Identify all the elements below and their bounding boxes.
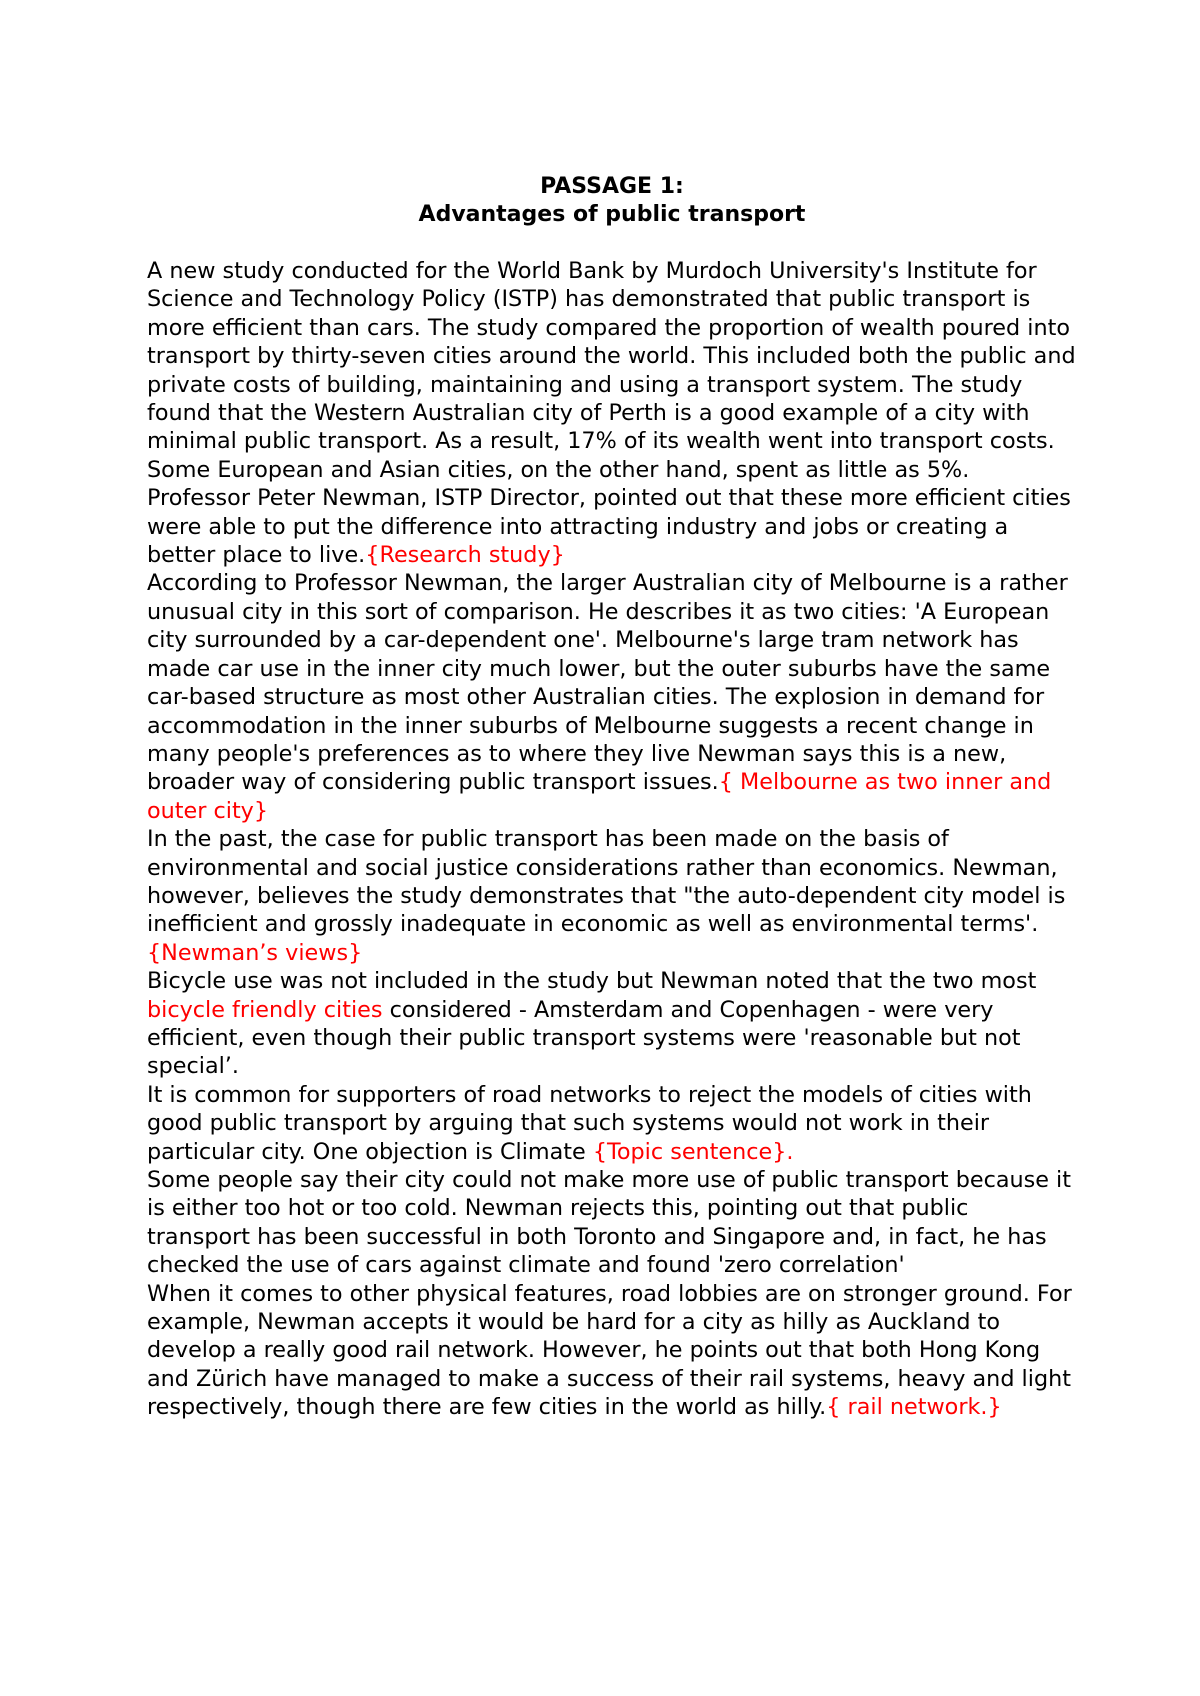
- annotation-note: {Newman’s views}: [147, 939, 363, 966]
- annotation-note: { Melbourne as two inner and outer city}: [147, 769, 1052, 824]
- paragraph-text: Some people say their city could not make more use of public transport because it is either too hot or too cold. Newman rejects this, pointing out that public transport has been successful in both Toronto and Singapore and, in fact, he has checked the use of cars against climate and found 'zero correlation': [147, 1167, 1071, 1279]
- paragraph-text: considered - Amsterdam and Copenhagen - were very efficient, even though their public transport systems were 'reasonable but not special’.: [147, 996, 1021, 1080]
- paragraph-text: A new study conducted for the World Bank by Murdoch University's Institute for Science and Technology Policy (ISTP) has demonstrated that public transport is more efficient than cars. The study compared the proportion of wealth poured into transport by thirty-seven cities around the world. This included both the public and private costs of building, maintaining and using a transport system. The study found that the Western Australian city of Perth is a good example of a city with minimal public transport. As a result, 17% of its wealth went into transport costs. Some European and Asian cities, on the other hand, spent as little as 5%. Professor Peter Newman, ISTP Director, pointed out that these more efficient cities were able to put the difference into attracting industry and jobs or creating a better place to live.: [147, 258, 1076, 569]
- paragraph-text: Bicycle use was not included in the study but Newman noted that the two most: [147, 968, 1037, 995]
- paragraph-text: In the past, the case for public transport has been made on the basis of environmental and social justice considerations rather than economics. Newman, however, believes the study demonstrates that "the auto-dependent city model is inefficient and grossly inadequate in economic as well as environmental terms'.: [147, 826, 1066, 938]
- paragraph-text: It is common for supporters of road networks to reject the models of cities with good public transport by arguing that such systems would not work in their particular city. One objection is Climate: [147, 1081, 1032, 1165]
- paragraph-newman-views: [147, 825, 1077, 967]
- annotation-note: {Research study}: [365, 542, 565, 569]
- annotation-note: { rail network.}: [826, 1394, 1002, 1421]
- paragraph-topic-sentence: [147, 1081, 1077, 1166]
- passage-number: PASSAGE 1:: [540, 174, 684, 199]
- title-spacer: [147, 229, 1077, 257]
- highlighted-phrase: bicycle friendly cities: [147, 996, 383, 1023]
- paragraph-bicycle: [147, 967, 1077, 1081]
- paragraph-text: According to Professor Newman, the larger Australian city of Melbourne is a rather unusual city in this sort of comparison. He describes it as two cities: 'A European city surrounded by a car-dependent one'. Melbourne's large tram network has made car use in the inner city much lower, but the outer suburbs have the same car-based structure as most other Australian cities. The explosion in demand for accommodation in the inner suburbs of Melbourne suggests a recent change in many people's preferences as to where they live Newman says this is a new, broader way of considering public transport issues.: [147, 570, 1068, 796]
- paragraph-text: When it comes to other physical features, road lobbies are on stronger ground. For example, Newman accepts it would be hard for a city as hilly as Auckland to develop a really good rail network. However, he points out that both Hong Kong and Zürich have managed to make a success of their rail systems, heavy and light respectively, though there are few cities in the world as hilly.: [147, 1280, 1072, 1421]
- passage-title: Advantages of public transport: [418, 202, 806, 227]
- paragraph-melbourne: [147, 569, 1077, 825]
- paragraph-climate: [147, 1166, 1077, 1280]
- document-page: [147, 173, 1077, 1422]
- annotation-note: {Topic sentence}.: [592, 1138, 794, 1165]
- paragraph-rail-network: [147, 1280, 1077, 1422]
- paragraph-research-study: [147, 257, 1077, 569]
